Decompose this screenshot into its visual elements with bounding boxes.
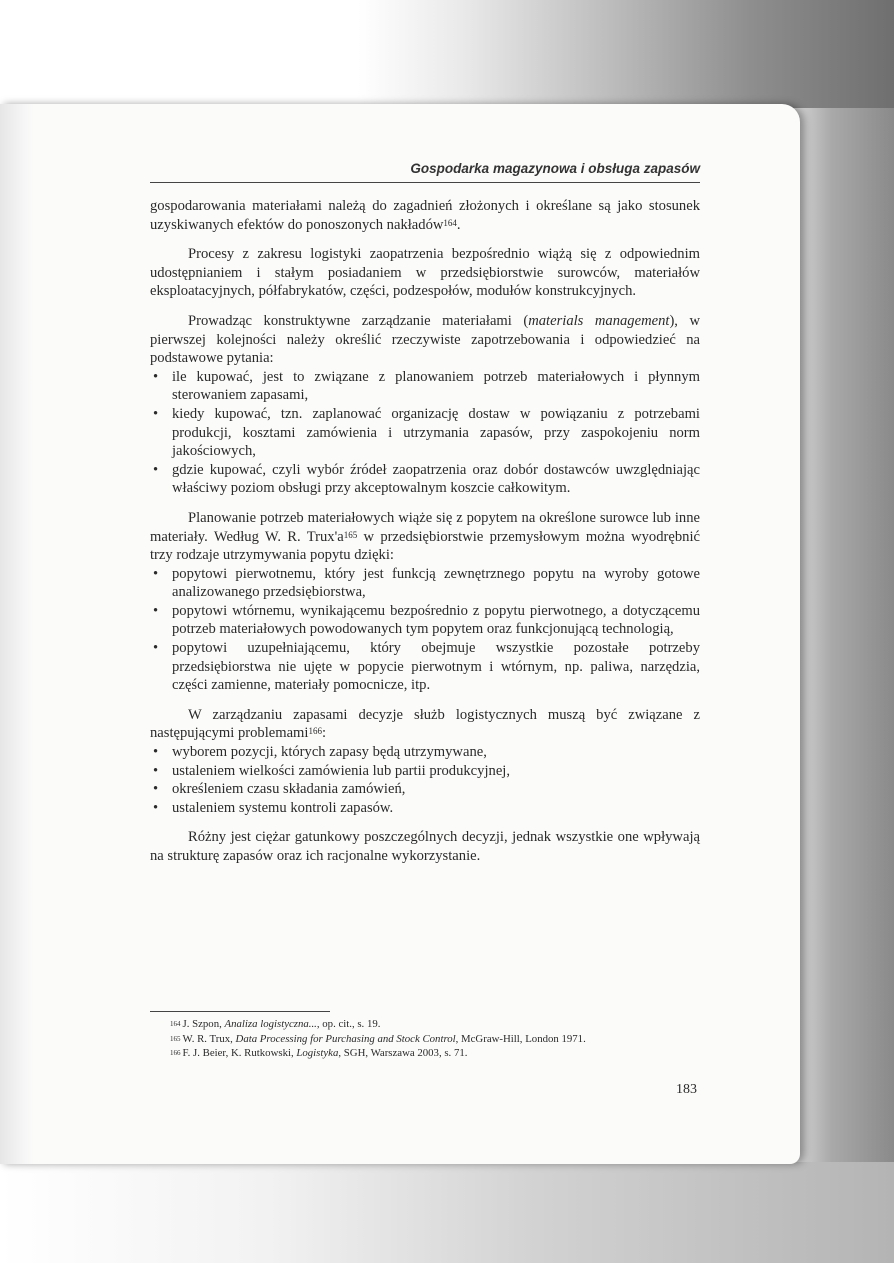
footnote-164 — [170, 1017, 730, 1032]
list-questions — [150, 368, 700, 498]
footnote-ref-166[interactable]: 166 — [308, 726, 322, 737]
running-header: Gospodarka magazynowa i obsługa zapasów — [410, 161, 700, 176]
list-demand-types — [150, 565, 700, 695]
paragraph-6: Różny jest ciężar gatunkowy poszczególnych decyzji, jednak wszystkie one wpływają na strukturę zapasów oraz ich racjonalne wykorzystanie. — [150, 829, 700, 864]
bullet-icon: • — [153, 799, 159, 816]
page-number: 183 — [676, 1082, 697, 1097]
footnote-number: 165 — [170, 1034, 181, 1043]
paragraph-4-text-b: w przedsiębiorstwie przemysłowym można wyodrębnić trzy rodzaje utrzymywania popytu dzięki: — [150, 528, 700, 564]
paragraph-5-text-a: W zarządzaniu zapasami decyzje służb logistycznych muszą być związane z następującymi problemami — [150, 706, 700, 742]
scanner-background-right — [790, 108, 894, 1163]
list-item — [150, 461, 700, 498]
list-item — [150, 368, 700, 405]
paragraph-2: Procesy z zakresu logistyki zaopatrzenia bezpośrednio wiążą się z odpowiednim udostępnianiem i stałym posiadaniem w przedsiębiorstwie surowców, materiałów eksploatacyjnych, półfabrykatów, części, podzespołów, modułów konstrukcyjnych. — [150, 246, 700, 300]
footnote-author: W. R. Trux, — [182, 1032, 236, 1045]
footnote-details: , op. cit., s. 19. — [316, 1018, 381, 1030]
list-item-text: wyborem pozycji, których zapasy będą utrzymywane, — [172, 744, 487, 761]
list-item-text: ustaleniem systemu kontroli zapasów. — [172, 799, 394, 816]
list-item — [150, 799, 700, 818]
list-item — [150, 762, 700, 781]
paragraph-5 — [150, 706, 700, 743]
paragraph-3-emphasis: materials management — [528, 312, 670, 329]
paragraph-4-text-a: Planowanie potrzeb materiałowych wiąże się z popytem na określone surowce lub inne materiały. Według W. R. Trux'a — [150, 509, 700, 545]
list-item-text: kiedy kupować, tzn. zaplanować organizację dostaw w powiązaniu z potrzebami produkcji, kosztami zamówienia i utrzymania zapasów, przy zaspokojeniu norm jakościowych, — [172, 405, 700, 460]
footnote-rule — [150, 1011, 330, 1012]
list-item-text: popytowi uzupełniającemu, który obejmuje wszystkie pozostałe potrzeby przedsiębiorstwa nie ujęte w popycie pierwotnym i wtórnym, np. paliwa, narzędzia, części zamienne, materiały pomocnicze, itp. — [172, 640, 700, 694]
list-item-text: popytowi wtórnemu, wynikającemu bezpośrednio z popytu pierwotnego, a dotyczącemu potrzeb materiałowych powodowanych tym popytem oraz funkcjonującą technologią, — [172, 602, 700, 638]
scanner-background-top — [0, 0, 894, 108]
paragraph-4 — [150, 509, 700, 565]
footnote-details: , McGraw-Hill, London 1971. — [455, 1032, 586, 1045]
bullet-icon: • — [153, 405, 159, 422]
list-item-text: ile kupować, jest to związane z planowaniem potrzeb materiałowych i płynnym sterowaniem zapasami, — [172, 368, 700, 404]
footnote-number: 164 — [170, 1020, 181, 1028]
list-item-text: popytowi pierwotnemu, który jest funkcją zewnętrznego popytu na wyroby gotowe analizowanego przedsiębiorstwa, — [172, 565, 700, 601]
bullet-icon: • — [153, 461, 159, 478]
footnote-number: 166 — [170, 1049, 181, 1057]
footnote-author: F. J. Beier, K. Rutkowski, — [182, 1047, 297, 1059]
footnote-details: , SGH, Warszawa 2003, s. 71. — [338, 1047, 468, 1059]
scanner-background-bottom — [0, 1162, 894, 1263]
bullet-icon: • — [153, 602, 159, 619]
footnote-ref-165[interactable]: 165 — [343, 529, 358, 540]
paragraph-1-text: gospodarowania materiałami należą do zagadnień złożonych i określane są jako stosunek uzyskiwanych efektów do ponoszonych nakładów — [150, 198, 700, 233]
paragraph-1: gospodarowania materiałami należą do zagadnień złożonych i określane są jako stosunek uzyskiwanych efektów do ponoszonych nakładów$^{164}$. — [150, 198, 700, 233]
bullet-icon: • — [153, 781, 159, 798]
paragraph-3-text-a: Prowadząc konstruktywne zarządzanie materiałami ( — [188, 312, 529, 329]
list-item — [150, 743, 700, 762]
footnote-165 — [170, 1032, 730, 1047]
list-item — [150, 565, 700, 602]
list-item — [150, 602, 700, 639]
bullet-icon: • — [153, 744, 159, 761]
paragraph-5-text-b: : — [321, 725, 327, 742]
body-text — [150, 197, 700, 877]
footnote-166 — [170, 1046, 730, 1061]
footnote-author: J. Szpon, — [182, 1018, 225, 1030]
list-item — [150, 780, 700, 799]
footnote-title: Data Processing for Purchasing and Stock Control — [235, 1032, 456, 1045]
list-item — [150, 639, 700, 695]
list-item-text: określeniem czasu składania zamówień, — [172, 781, 406, 798]
list-item-text: ustaleniem wielkości zamówienia lub partii produkcyjnej, — [172, 762, 510, 779]
bullet-icon: • — [153, 565, 159, 582]
footnote-ref-164[interactable]: 164 — [443, 217, 457, 228]
bullet-icon: • — [153, 762, 159, 779]
paragraph-3 — [150, 312, 700, 368]
bullet-icon: • — [153, 640, 159, 657]
header-rule — [150, 182, 700, 183]
page-binding-shadow — [0, 104, 34, 1164]
list-item-text: gdzie kupować, czyli wybór źródeł zaopatrzenia oraz dobór dostawców uwzględniając właściwy poziom obsługi przy akceptowalnym koszcie całkowitym. — [172, 461, 700, 497]
list-inventory-problems — [150, 743, 700, 817]
list-item — [150, 405, 700, 461]
paragraph-3-text-b: ), w pierwszej kolejności należy określić rzeczywiste zapotrzebowania i odpowiedzieć na podstawowe pytania: — [150, 312, 700, 367]
bullet-icon: • — [153, 368, 159, 385]
footnotes — [170, 1017, 730, 1061]
footnote-title: Analiza logistyczna... — [224, 1018, 317, 1030]
footnote-title: Logistyka — [296, 1047, 339, 1059]
